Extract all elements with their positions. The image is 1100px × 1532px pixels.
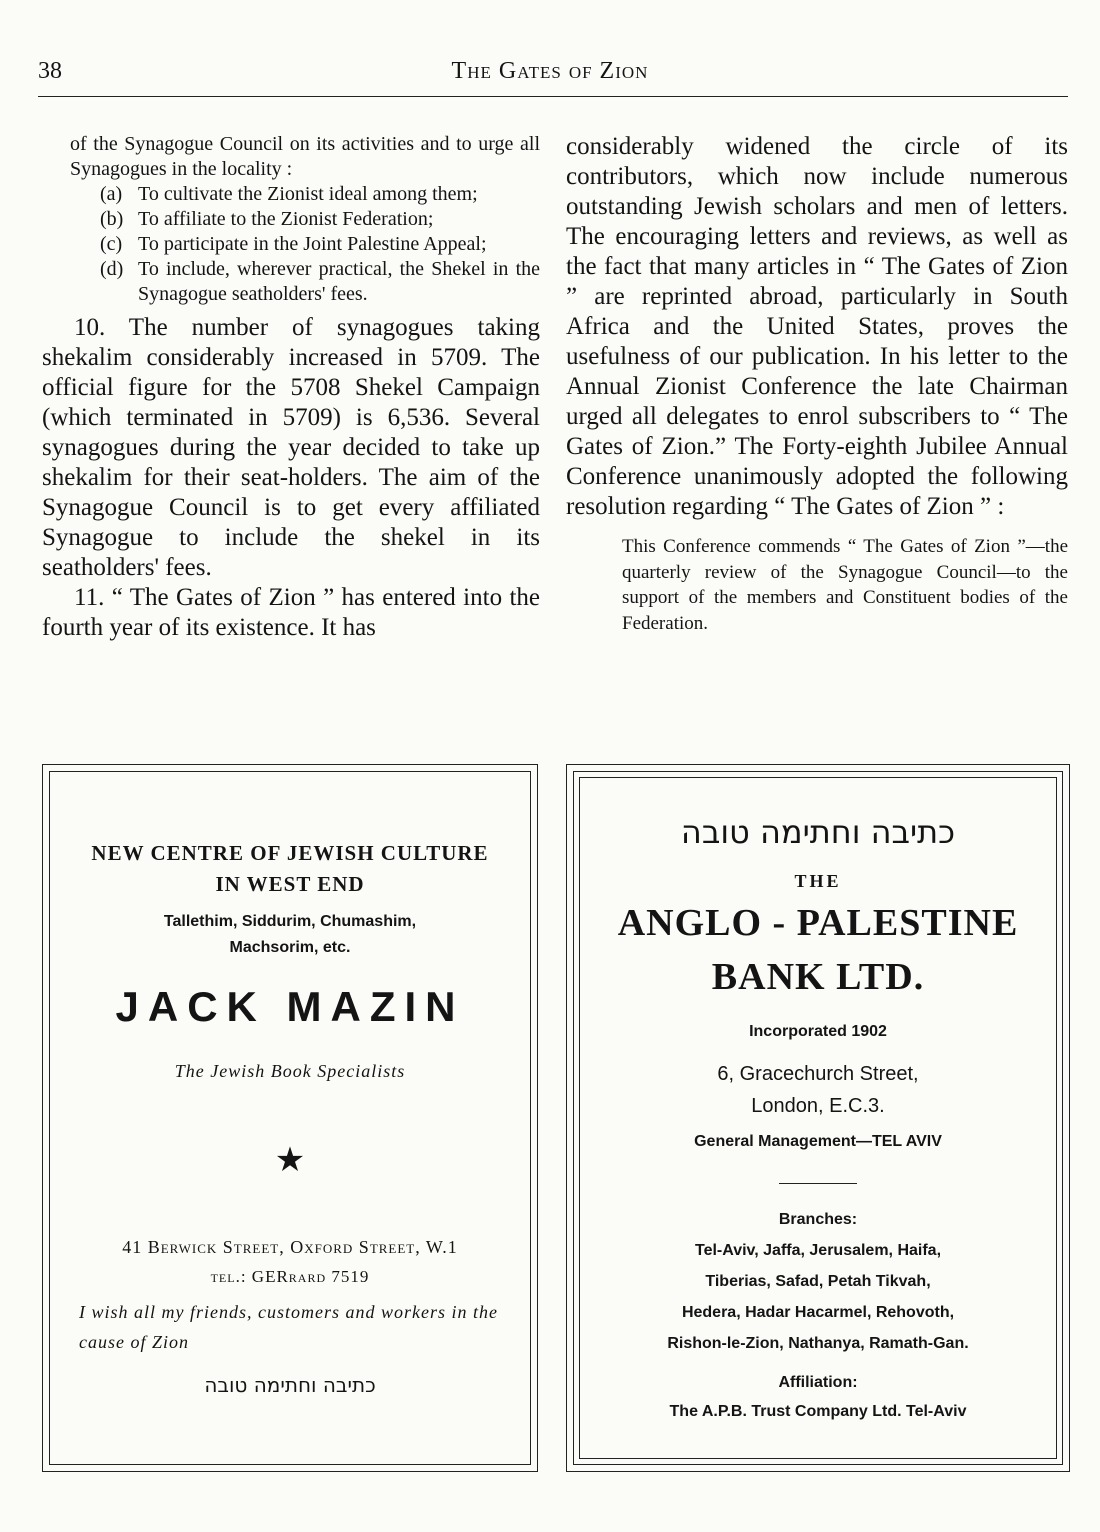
ad-tagline: The Jewish Book Specialists xyxy=(174,1061,406,1081)
ad-branches: Tel-Aviv, Jaffa, Jerusalem, Haifa, xyxy=(694,1242,942,1259)
ad-items: Machsorim, etc. xyxy=(229,939,351,956)
list-item: (c) To participate in the Joint Palestine Appeal; xyxy=(100,233,487,255)
ad-address: 41 Berwick Street, Oxford Street, W.1 xyxy=(122,1237,458,1257)
ad-bank-name: ANGLO - PALESTINE xyxy=(617,902,1019,944)
list-item: (a) To cultivate the Zionist ideal among them; xyxy=(100,183,478,205)
ad-address: London, E.C.3. xyxy=(751,1095,885,1117)
ad-telephone: tel.: GERrard 7519 xyxy=(210,1267,370,1286)
list-item: (b) To affiliate to the Zionist Federation; xyxy=(100,208,434,230)
ad-hebrew-greeting: כתיבה וחתימה טובה xyxy=(680,813,956,851)
star-icon: ★ xyxy=(274,1142,306,1179)
left-column xyxy=(42,132,540,643)
advertisement-anglo-palestine-bank xyxy=(566,764,1070,1472)
ad-branches-label: Branches: xyxy=(778,1211,858,1228)
header-rule xyxy=(38,96,1068,97)
ad-management: General Management—TEL AVIV xyxy=(694,1133,942,1150)
ad-company-name: JACK MAZIN xyxy=(115,983,465,1030)
ad-the: THE xyxy=(794,871,842,891)
ad-branches: Tiberias, Safad, Petah Tikvah, xyxy=(705,1273,931,1290)
paragraph-11: 11. “ The Gates of Zion ” has entered into the fourth year of its existence. It has xyxy=(42,584,540,641)
advertisement-jack-mazin xyxy=(42,764,538,1472)
resolution-list xyxy=(100,182,540,307)
ad-affiliation: The A.P.B. Trust Company Ltd. Tel-Aviv xyxy=(669,1403,967,1420)
ad-greeting: I wish all my friends, customers and workers in the cause of Zion xyxy=(79,1302,498,1352)
ad-hebrew-greeting: כתיבה וחתימה טובה xyxy=(204,1373,376,1397)
paragraph-continued: considerably widened the circle of its contributors, which now include numerous outstanding Jewish scholars and men of letters. The encouraging letters and reviews, as well as the fact that many articles in “ The Gates of Zion ” are reprinted abroad, particularly in South Africa and the United States, proves the usefulness of our publication. In his letter to the Annual Zionist Conference the late Chairman urged all delegates to enrol subscribers to “ The Gates of Zion.” The Forty-eighth Jubilee Annual Conference unanimously adopted the following resolution regarding “ The Gates of Zion ” : xyxy=(566,133,1068,520)
ad-headline: NEW CENTRE OF JEWISH CULTURE xyxy=(91,841,489,865)
ad-bank-name: BANK LTD. xyxy=(711,956,925,998)
ad-headline: IN WEST END xyxy=(215,872,365,896)
ad-branches: Rishon-le-Zion, Nathanya, Ramath-Gan. xyxy=(667,1335,969,1352)
ad-address: 6, Gracechurch Street, xyxy=(717,1063,919,1085)
right-column xyxy=(566,132,1068,636)
page-number: 38 xyxy=(38,58,62,84)
intro-text: of the Synagogue Council on its activities and to urge all Synagogues in the locality : xyxy=(70,133,540,180)
ad-incorporated: Incorporated 1902 xyxy=(749,1023,887,1040)
paragraph-10: 10. The number of synagogues taking shekalim considerably increased in 5709. The official figure for the 5708 Shekel Campaign (which terminated in 5709) is 6,536. Several synagogues during the year decided to take up shekalim for their seat-holders. The aim of the Synagogue Council is to get every affiliated Synagogue to include the shekel in its seatholders' fees. xyxy=(42,314,540,581)
ad-branches: Hedera, Hadar Hacarmel, Rehovoth, xyxy=(681,1304,955,1321)
running-title: The Gates of Zion xyxy=(451,58,649,84)
list-item: (d) To include, wherever practical, the Shekel in the Synagogue seatholders' fees. xyxy=(100,258,540,305)
ad-affiliation-label: Affiliation: xyxy=(778,1374,858,1391)
conference-resolution: This Conference commends “ The Gates of Zion ”—the quarterly review of the Synagogue Council—to the support of the members and Constituent bodies of the Federation. xyxy=(622,536,1068,634)
ad-divider xyxy=(779,1183,857,1184)
ad-items: Tallethim, Siddurim, Chumashim, xyxy=(163,913,417,930)
